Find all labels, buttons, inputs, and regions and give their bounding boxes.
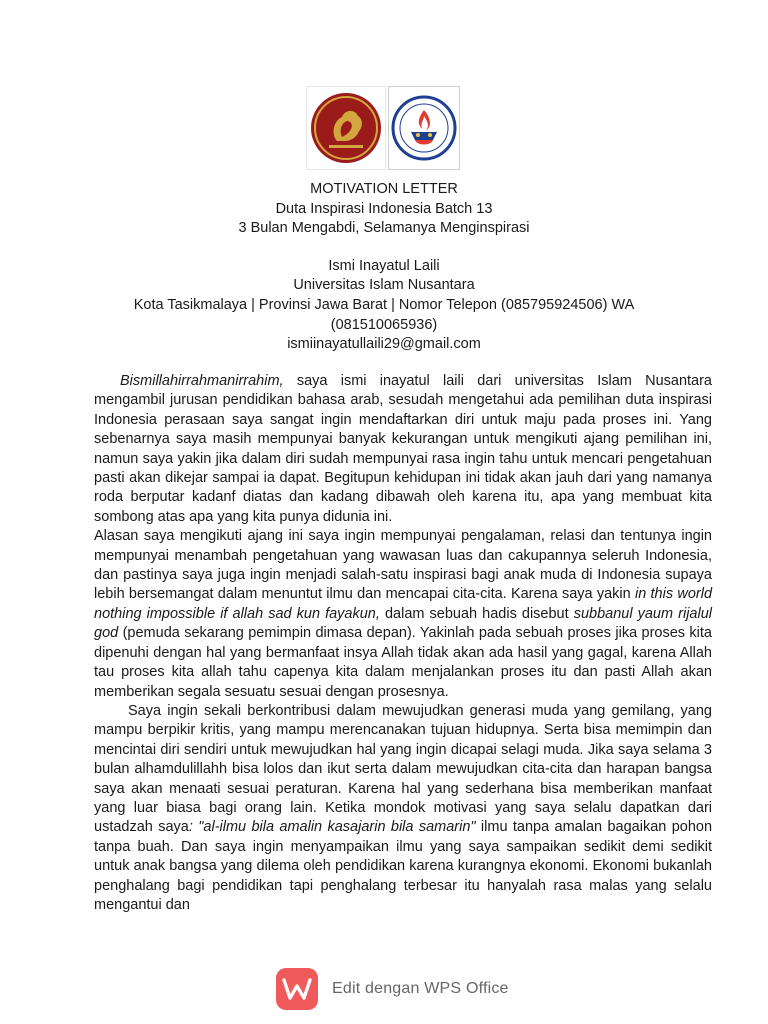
paragraph-3 <box>94 702 712 915</box>
logo-row <box>306 86 462 170</box>
applicant-university: Universitas Islam Nusantara <box>293 277 475 293</box>
paragraph-2-italic-2: subbanul yaum rijalul god <box>94 605 712 642</box>
wps-edit-label[interactable]: Edit dengan WPS Office <box>332 980 509 997</box>
paragraph-1-text: saya ismi inayatul laili dari universitas Islam Nusantara mengambil jurusan pendidikan bahasa arab, sesudah mengetahui ada pemilihan duta inspirasi Indonesia perasaan saya sangat ingin mendaftarkan diri untuk maju pada proses ini. Yang sebenarnya saya masih mempunyai banyak kekurangan untuk mengikuti ajang pemilihan ini, namun saya yakin jika dalam diri sudah mempunyai rasa ingin tahu untuk mencari pengetahuan pasti akan dikejar sampai ia dapat. Begitupun kehidupan ini tidak akan jauh dari yang namanya roda berputar kadanf diatas dan kadang dibawah oleh karena itu, apa yang membuat kita sombong atas apa yang kita punya didunia ini. <box>94 373 712 525</box>
paragraph-3-text-a: Saya ingin sekali berkontribusi dalam mewujudkan generasi muda yang gemilang, yang mampu berpikir kritis, yang mampu merencanakan tujuan hidupnya. Serta bisa memimpin dan mencintai diri sendiri untuk mewujudkan hal yang ingin dicapai selagi muda. Jika saya selama 3 bulan alhamdulillahh bisa lolos dan ikut serta dalam mewujudkan cita-cita dan harapan bangsa saya akan menaati sesuai peraturan. Karena hal yang sederhana bisa memberikan manfaat yang luar biasa bagi orang lain. Ketika mondok motivasi yang saya selalu dapatkan dari ustadzah saya <box>94 702 712 836</box>
applicant-email: ismiinayatullaili29@gmail.com <box>287 336 481 352</box>
letter-body <box>94 372 712 915</box>
paragraph-2-italic-1: in this world nothing impossible if allah sad kun fayakun, <box>94 586 713 622</box>
paragraph-2-text-c: (pemuda sekarang pemimpin dimasa depan). Yakinlah pada sebuah proses jika proses kita dipenuhi dengan hal yang bermanfaat insya Allah tidak akan ada hasil yang gagal, karena Allah tau proses kita allah tahu capenya kita dalam menjalankan proses itu dan pasti Allah akan memberikan segala sesuatu sesuai dengan prosesnya. <box>94 625 712 700</box>
paragraph-3-text-b: ilmu tanpa amalan bagaikan pohon tanpa buah. Dan saya ingin menyampaikan ilmu yang saya sampaikan sedikit demi sedikit untuk anak bangsa yang dilema oleh pendidikan karena kurangnya ekonomi. Ekonomi bukanlah penghalang bagi pendidikan tapi penghalang terbesar itu hanyalah rasa malas yang selalu mengantui dan <box>94 819 713 913</box>
paragraph-2-text-a: Alasan saya mengikuti ajang ini saya ingin mempunyai pengalaman, relasi dan tentunya ingin mempunyai menambah pengetahuan yang wawasan luas dan cakupannya seleruh Indonesia, dan pastinya saya juga ingin menjadi salah-satu inspirasi bagi anak muda di Indonesia supaya lebih bersemangat dalam menuntut ilmu dan mencapai cita-cita. Karena saya yakin <box>94 528 712 603</box>
program-tagline: 3 Bulan Mengabdi, Selamanya Menginspirasi <box>238 220 530 236</box>
paragraph-1-italic: Bismillahirrahmanirrahim, <box>120 373 284 389</box>
duta-inspirasi-logo <box>306 86 386 170</box>
paragraph-1 <box>94 372 712 527</box>
paragraph-2-text-b: dalam sebuah hadis disebut <box>379 605 574 622</box>
letter-title: MOTIVATION LETTER <box>310 181 458 197</box>
applicant-name: Ismi Inayatul Laili <box>328 258 440 274</box>
wps-edit-banner[interactable] <box>276 968 509 1010</box>
wps-office-icon[interactable] <box>276 968 318 1010</box>
program-name: Duta Inspirasi Indonesia Batch 13 <box>275 201 493 217</box>
applicant-address-line1: Kota Tasikmalaya | Provinsi Jawa Barat | Nomor Telepon (085795924506) WA <box>133 297 635 313</box>
kemenpora-logo <box>388 86 460 170</box>
paragraph-3-italic: : "al-ilmu bila amalin kasajarin bila samarin" <box>188 819 476 836</box>
applicant-address-line2: (081510065936) <box>330 317 438 333</box>
paragraph-2 <box>94 527 712 702</box>
